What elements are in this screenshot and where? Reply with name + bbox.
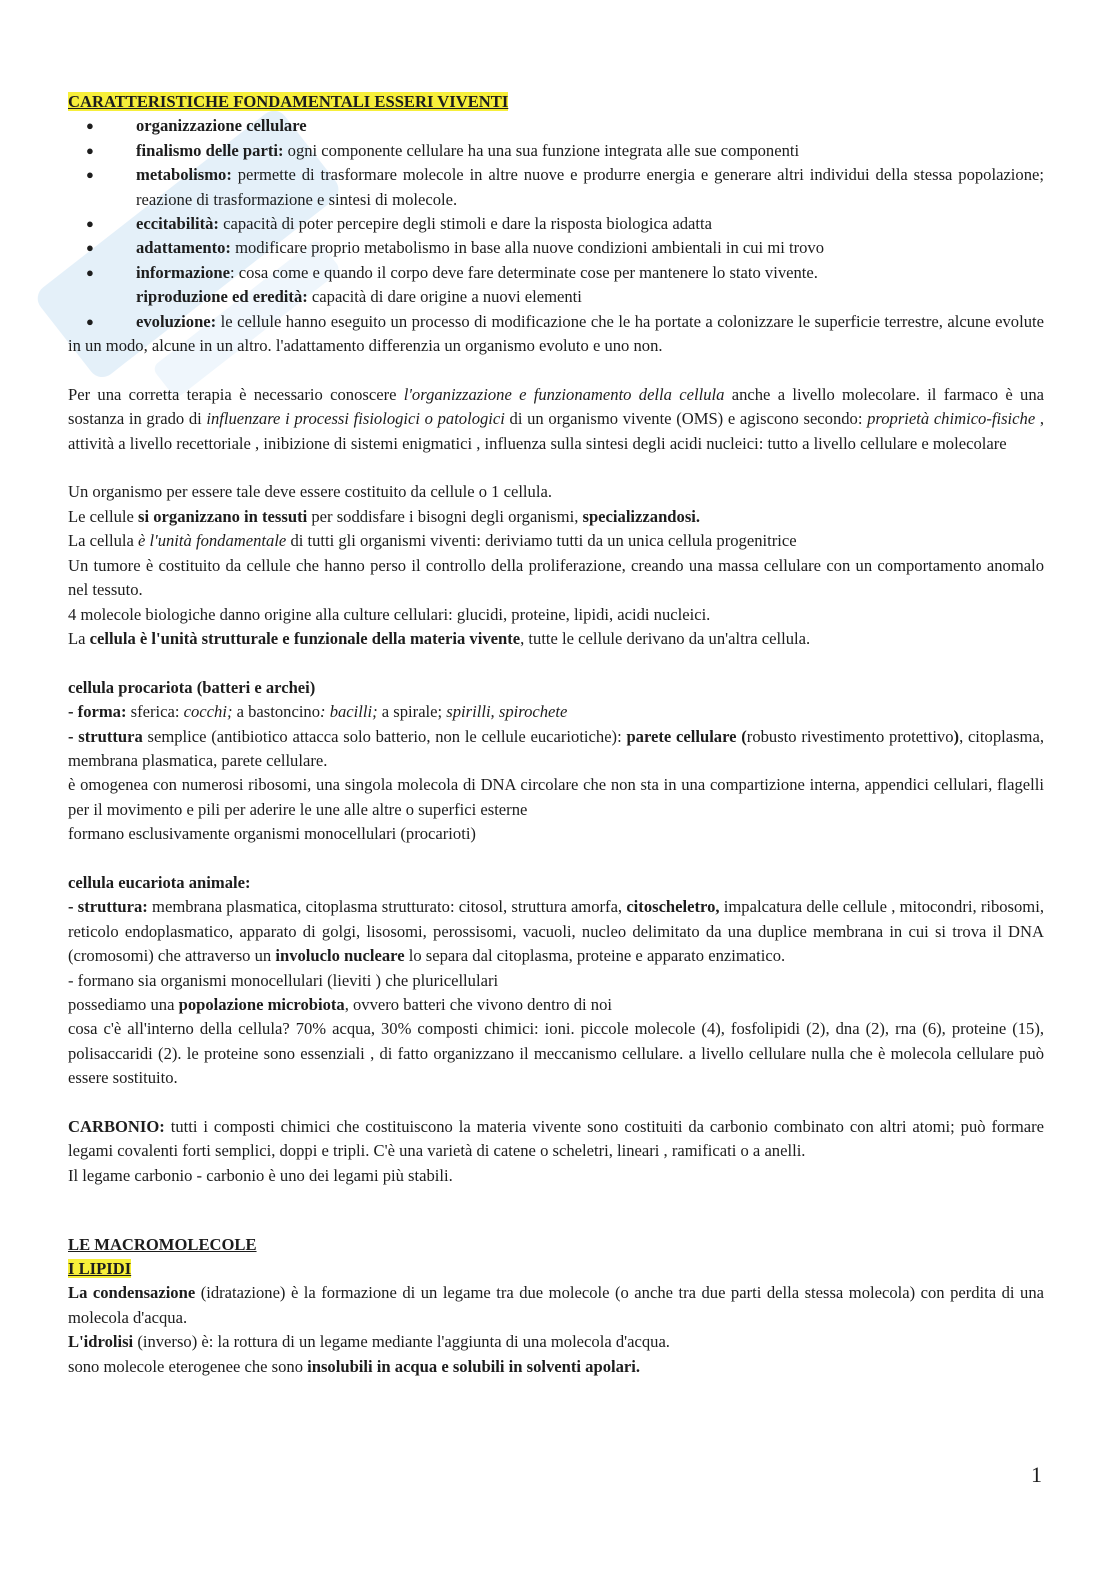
caratteristiche-list (68, 114, 1044, 358)
list-item: ● eccitabilità: capacità di poter percepire degli stimoli e dare la risposta biologica adatta (68, 212, 1044, 236)
bullet-icon: ● (86, 216, 94, 232)
list-item: ● organizzazione cellulare (68, 114, 1044, 138)
section-eucariota: cellula eucariota animale: - struttura: membrana plasmatica, citoplasma strutturato: citosol, struttura amorfa, citoscheletro, impalcatura delle cellule , mitocondri, ribosomi, reticolo endoplasmatico, apparato di golgi, lisosomi, perossisomi, vacuoli, nucleo delimitato da una duplice membrana in cui si trova il DNA (cromosomi) che attraverso un involuclo nucleare lo separa dal citoplasma, proteine e apparato enzimatico. - formano sia organismi monocellulari (lieviti ) che pluricellulari possediamo una popolazione microbiota, ovvero batteri che vivono dentro di noi cosa c'è all'interno della cellula? 70% acqua, 30% composti chimici: ioni. piccole molecole (4), fosfolipidi (2), dna (2), rna (6), proteine (15), polisaccaridi (2). le proteine sono essenziali , di fatto organizzano il meccanismo cellulare. a livello cellulare nulla che è molecola cellulare può essere sostituito. (68, 872, 1044, 1088)
section-macromolecole: LE MACROMOLECOLE I LIPIDI La condensazione (idratazione) è la formazione di un legame tra due molecole (o anche tra due parti della stessa molecola) con perdita di una molecola d'acqua. L'idrolisi (inverso) è: la rottura di un legame mediante l'aggiunta di una molecola d'acqua. sono molecole eterogenee che sono insolubili in acqua e solubili in solventi apolari. (68, 1234, 1044, 1376)
list-item: ● finalismo delle parti: ogni componente cellulare ha una sua funzione integrata alle sue componenti (68, 139, 1044, 163)
paragraph-organismo: Un organismo per essere tale deve essere costituito da cellule o 1 cellula. Le cellule si organizzano in tessuti per soddisfare i bisogni degli organismi, specializzandosi. La cellula è l'unità fondamentale di tutti gli organismi viventi: deriviamo tutti da un unica cellula progenitrice Un tumore è costituito da cellule che hanno perso il controllo della proliferazione, creando una massa cellulare con un comportamento anomalo nel tessuto. 4 molecole biologiche danno origine alla culture cellulari: glucidi, proteine, lipidi, acidi nucleici. La cellula è l'unità strutturale e funzionale della materia vivente, tutte le cellule derivano da un'altra cellula. (68, 482, 1044, 648)
bullet-icon: ● (86, 240, 94, 256)
lipidi-title: I LIPIDI (68, 1259, 132, 1278)
bullet-icon: ● (86, 167, 94, 183)
section-title-caratteristiche: CARATTERISTICHE FONDAMENTALI ESSERI VIVENTI (68, 92, 509, 111)
list-item: riproduzione ed eredità: capacità di dare origine a nuovi elementi (136, 287, 582, 307)
page-number: 1 (1031, 1462, 1042, 1487)
eucariota-title: cellula eucariota animale: (68, 872, 251, 892)
section-procariota: cellula procariota (batteri e archei) - forma: sferica: cocchi; a bastoncino: bacilli; a spirale; spirilli, spirochete - struttura semplice (antibiotico attacca solo batterio, non le cellule eucariotiche): parete cellulare (robusto rivestimento protettivo), citoplasma, membrana plasmatica, parete cellulare. è omogenea con numerosi ribosomi, una singola molecola di DNA circolare che non sta in una compartizione interna, appendici cellulari, flagelli per il movimento e pili per aderire le une alle altre o superfici esterne formano esclusivamente organismi monocellulari (procarioti) (68, 677, 1044, 844)
macromolecole-title: LE MACROMOLECOLE (68, 1234, 257, 1254)
bullet-icon: ● (86, 264, 94, 280)
procariota-title: cellula procariota (batteri e archei) (68, 677, 316, 697)
list-item: ● informazione: cosa come e quando il corpo deve fare determinate cose per mantenere lo stato vivente. (68, 261, 1044, 285)
list-item: ● evoluzione: le cellule hanno eseguito un processo di modificazione che le ha portate a colonizzare le superficie terrestre, alcune evolute in un modo, alcune in un altro. l'adattamento differenzia un organismo evoluto e uno non. (68, 311, 1044, 356)
bullet-icon: ● (86, 142, 94, 158)
list-item: ● metabolismo: permette di trasformare molecole in altre nuove e produrre energia e generare altri individui della stessa popolazione; reazione di trasformazione e sintesi di molecole. (86, 165, 1044, 209)
section-carbonio: CARBONIO: tutti i composti chimici che costituiscono la materia vivente sono costituiti da carbonio combinato con altri atomi; può formare legami covalenti forti semplici, doppi e tripli. C'è una varietà di catene o scheletri, lineari , ramificati o a anelli. Il legame carbonio - carbonio è uno dei legami più stabili. (68, 1116, 1044, 1185)
bullet-icon: ● (86, 313, 94, 329)
paragraph-terapia: Per una corretta terapia è necessario conoscere l'organizzazione e funzionamento della cellula anche a livello molecolare. il farmaco è una sostanza in grado di influenzare i processi fisiologici o patologici di un organismo vivente (OMS) e agiscono secondo: proprietà chimico-fisiche , attività a livello recettoriale , inibizione di sistemi enigmatici , influenza sulla sintesi degli acidi nucleici: tutto a livello cellulare e molecolare (68, 384, 1044, 453)
list-item: ● adattamento: modificare proprio metabolismo in base alla nuove condizioni ambientali in cui mi trovo (68, 236, 1044, 260)
bullet-icon: ● (86, 118, 94, 134)
